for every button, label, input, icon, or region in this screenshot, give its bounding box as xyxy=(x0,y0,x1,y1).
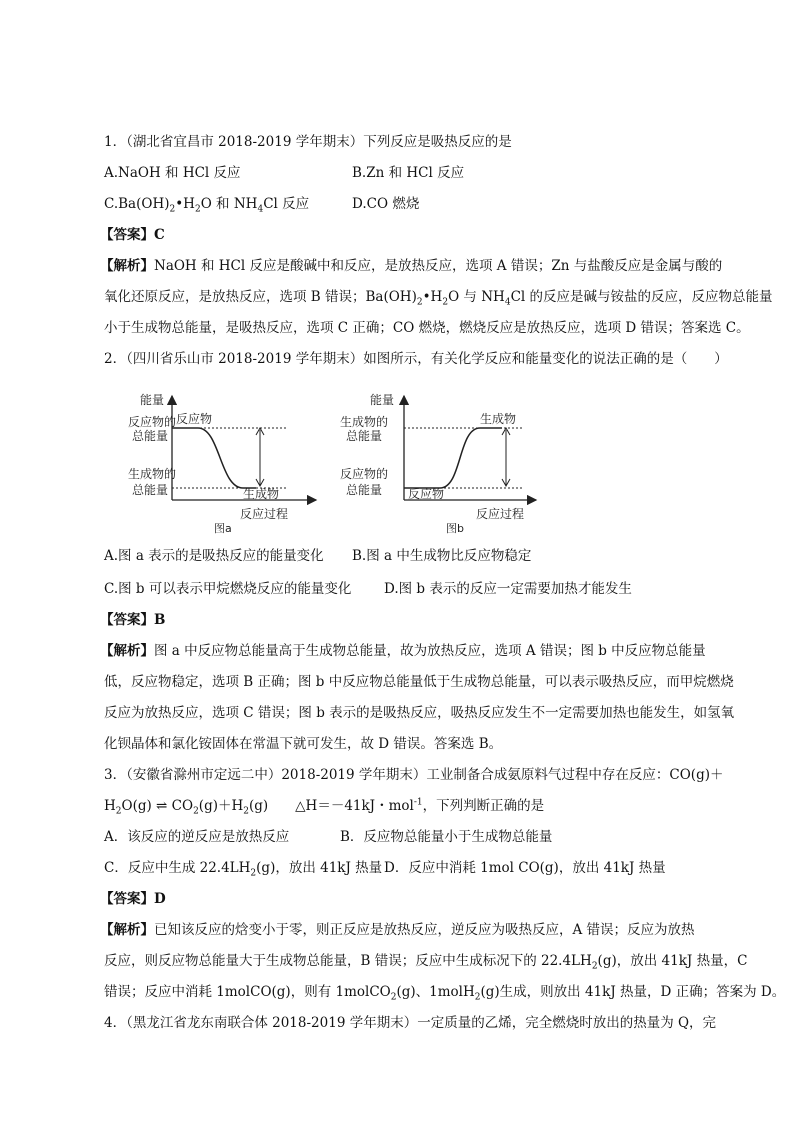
q2-stem: 2．（四川省乐山市 2018-2019 学年期末）如图所示，有关化学反应和能量变化的说法正确的是（ ） xyxy=(104,351,728,367)
svg-text:总能量: 总能量 xyxy=(346,429,383,443)
q2-option-b: B.图 a 中生成物比反应物稳定 xyxy=(352,548,532,564)
fig-a-bottom-curve-label: 生成物 xyxy=(243,487,280,501)
q2-explanation-line-4: 化钡晶体和氯化铵固体在常温下就可发生，故 D 错误。答案选 B。 xyxy=(104,736,503,752)
svg-text:反应物的: 反应物的 xyxy=(128,415,177,429)
q3-answer: 【答案】D xyxy=(100,891,166,907)
q2-explanation-line-3: 反应为放热反应，选项 C 错误；图 b 表示的是吸热反应，吸热反应发生不一定需要加热也能发生，如氢氧 xyxy=(104,705,735,721)
fig-a-caption: 图a xyxy=(214,522,232,535)
q3-option-a: A．该反应的逆反应是放热反应 xyxy=(104,829,290,845)
q2-answer: 【答案】B xyxy=(100,612,166,628)
svg-text:总能量: 总能量 xyxy=(346,483,383,497)
fig-b-top-curve-label: 生成物 xyxy=(480,412,517,426)
fig-a-x-axis-label: 反应过程 xyxy=(240,507,289,521)
q4-stem: 4．（黑龙江省龙东南联合体 2018-2019 学年期末）一定质量的乙烯，完全燃烧时放出的热量为 Q，完 xyxy=(104,1015,717,1031)
svg-text:总能量: 总能量 xyxy=(132,483,169,497)
q1-explanation-line-3: 小于生成物总能量，是吸热反应，选项 C 正确；CO 燃烧，燃烧反应是放热反应，选项 D 错误；答案选 C。 xyxy=(104,320,750,336)
q3-option-c: C．反应中生成 $22.4LH_2(g)$，放出 41kJ 热量 xyxy=(104,860,383,879)
svg-text:生成物的: 生成物的 xyxy=(128,467,177,481)
fig-b-y-axis-label: 能量 xyxy=(370,393,395,407)
fig-a-top-curve-label: 反应物 xyxy=(176,412,213,426)
fig-b-bottom-curve-label: 反应物 xyxy=(408,487,445,501)
q3-option-b: B．反应物总能量小于生成物总能量 xyxy=(340,829,553,845)
q2-explanation-line-2: 低，反应物稳定，选项 B 正确；图 b 中反应物总能量低于生成物总能量，可以表示吸热反应，而甲烷燃烧 xyxy=(104,674,734,690)
q1-option-b: B.Zn 和 HCl 反应 xyxy=(352,165,465,181)
q1-explanation-line-2: 氧化还原反应，是放热反应，选项 B 错误；$Ba(OH)_2•H_2O$ 与 $NH_4Cl$ 的反应是碱与铵盐的反应，反应物总能量 xyxy=(104,289,773,308)
q3-explanation-line-2: 反应，则反应物总能量大于生成物总能量，B 错误；反应中生成标况下的 $22.4LH_2(g)$，放出 41kJ 热量，C xyxy=(104,953,748,972)
q3-option-d: D．反应中消耗 1mol CO(g)，放出 41kJ 热量 xyxy=(384,860,666,876)
q2-option-d: D.图 b 表示的反应一定需要加热才能发生 xyxy=(384,581,632,597)
q2-option-a: A.图 a 表示的是吸热反应的能量变化 xyxy=(104,548,324,564)
fig-b-x-axis-label: 反应过程 xyxy=(476,507,525,521)
q3-stem-line-2: $H_2O(g)$ ⇌ $CO_2(g)+H_2(g)$ △H＝－41kJ・mol$^{-1}$，下列判断正确的是 xyxy=(104,797,545,817)
svg-text:总能量: 总能量 xyxy=(132,429,169,443)
svg-text:反应物的: 反应物的 xyxy=(340,467,389,481)
q3-explanation-line-3: 错误；反应中消耗 1molCO(g)，则有 1molCO$_2$(g)、1molH$_2$(g)生成，则放出 41kJ 热量，D 正确；答案为 D。 xyxy=(104,984,786,1003)
q2-option-c: C.图 b 可以表示甲烷燃烧反应的能量变化 xyxy=(104,581,352,597)
q1-stem: 1．（湖北省宜昌市 2018-2019 学年期末）下列反应是吸热反应的是 xyxy=(104,134,512,150)
fig-a-y-axis-label: 能量 xyxy=(140,393,165,407)
energy-diagram-a xyxy=(128,390,328,540)
fig-b-caption: 图b xyxy=(446,522,464,535)
q1-answer: 【答案】C xyxy=(100,227,165,243)
q1-option-c: $C.Ba(OH)_2•H_2O$ 和 $NH_4Cl$ 反应 xyxy=(104,196,310,215)
q3-explanation-line-1: 【解析】已知该反应的焓变小于零，则正反应是放热反应，逆反应为吸热反应，A 错误；反应为放热 xyxy=(100,922,695,938)
q1-option-d: D.CO 燃烧 xyxy=(352,196,420,212)
q1-option-a: A.NaOH 和 HCl 反应 xyxy=(104,165,241,181)
q2-explanation-line-1: 【解析】图 a 中反应物总能量高于生成物总能量，故为放热反应，选项 A 错误；图 b 中反应物总能量 xyxy=(100,643,706,659)
energy-diagram-b xyxy=(340,390,540,540)
q3-stem-line-1: 3．（安徽省滁州市定远二中）2018-2019 学年期末）工业制备合成氨原料气过程中存在反应：CO(g)＋ xyxy=(104,767,724,783)
svg-text:生成物的: 生成物的 xyxy=(340,415,389,429)
q1-explanation-line-1: 【解析】NaOH 和 HCl 反应是酸碱中和反应，是放热反应，选项 A 错误；Zn 与盐酸反应是金属与酸的 xyxy=(100,258,723,274)
